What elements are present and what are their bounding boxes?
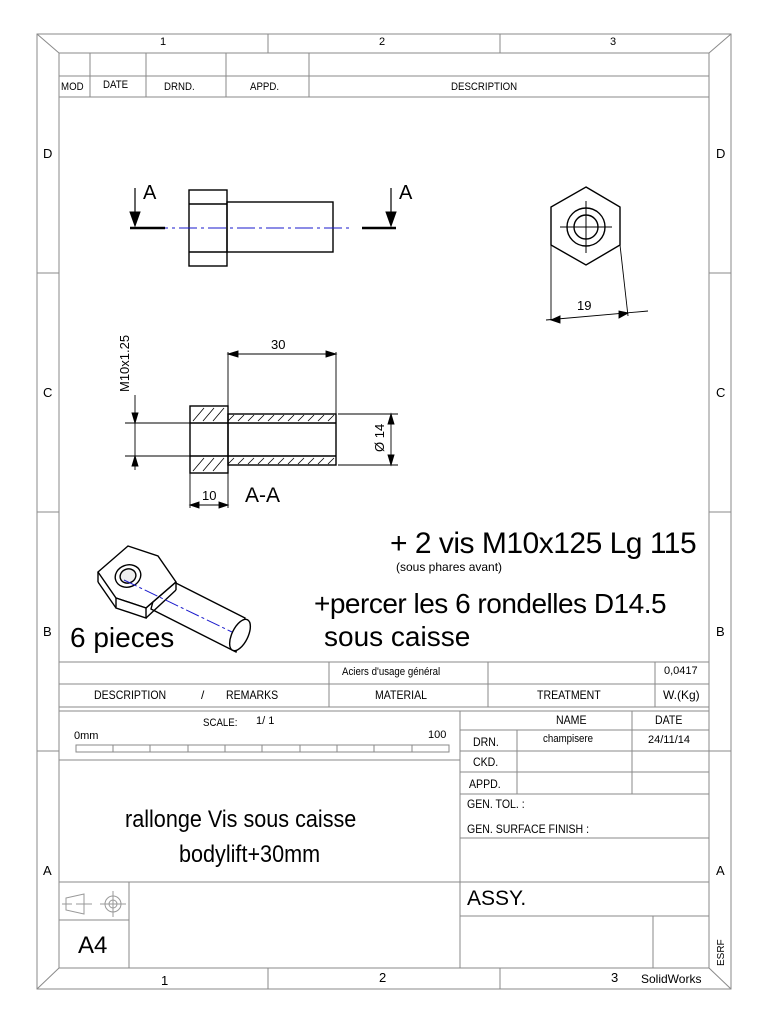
- sheet-size: A4: [78, 932, 108, 959]
- gen-tol: GEN. TOL. :: [467, 797, 525, 811]
- dim-thread: M10x1.25: [117, 334, 132, 392]
- rev-header-appd: APPD.: [250, 81, 280, 93]
- weight-value: 0,0417: [664, 665, 698, 677]
- zone-col-3-top: 3: [610, 36, 617, 48]
- zone-row-c-left: C: [43, 385, 53, 400]
- description-label: DESCRIPTION: [94, 688, 167, 702]
- treatment-label: TREATMENT: [537, 688, 601, 702]
- zone-row-b-left: B: [43, 624, 52, 639]
- zone-row-b-right: B: [716, 624, 725, 639]
- zone-row-d-left: D: [43, 146, 53, 161]
- drn-date: 24/11/14: [648, 734, 691, 746]
- drn-name: champisere: [543, 733, 594, 745]
- hatching: [193, 408, 334, 471]
- zone-col-1-top: 1: [160, 36, 167, 48]
- material-label: MATERIAL: [375, 688, 428, 702]
- section-marker-right: A: [399, 182, 413, 204]
- note-line1-sub: (sous phares avant): [396, 560, 503, 574]
- dim-diameter: Ø 14: [372, 423, 387, 452]
- zone-row-a-left: A: [43, 863, 52, 878]
- scale-value: 1/ 1: [256, 715, 275, 727]
- title-line1: rallonge Vis sous caisse: [125, 806, 357, 833]
- appd-label: APPD.: [469, 777, 501, 791]
- note-line3: sous caisse: [324, 621, 471, 652]
- ckd-label: CKD.: [473, 755, 499, 769]
- zone-col-1-bottom: 1: [161, 973, 169, 988]
- material-value: Aciers d'usage général: [342, 666, 441, 678]
- zone-col-2-bottom: 2: [379, 970, 387, 985]
- title-line2: bodylift+30mm: [179, 841, 321, 868]
- note-line1: + 2 vis M10x125 Lg 115: [390, 527, 697, 560]
- zone-row-a-right: A: [716, 863, 725, 878]
- zone-col-2-top: 2: [379, 36, 386, 48]
- software-label: SolidWorks: [641, 972, 702, 986]
- gen-surface-finish: GEN. SURFACE FINISH :: [467, 822, 590, 836]
- description-slash: /: [201, 688, 205, 702]
- dim-across-flats: 19: [577, 298, 592, 313]
- scale-min: 0mm: [74, 730, 99, 742]
- scale-label: SCALE:: [203, 717, 238, 729]
- scale-max: 100: [428, 729, 447, 741]
- rev-header-description: DESCRIPTION: [451, 81, 518, 93]
- rev-header-drnd: DRND.: [164, 81, 195, 93]
- section-marker-left: A: [143, 182, 157, 204]
- remarks-label: REMARKS: [226, 688, 279, 702]
- weight-label: W.(Kg): [663, 688, 700, 702]
- quantity-note: 6 pieces: [70, 622, 175, 653]
- rev-header-date: DATE: [103, 79, 129, 91]
- section-label: A-A: [245, 484, 281, 507]
- section-arrow-right: [362, 188, 396, 228]
- dim-length: 30: [271, 337, 286, 352]
- zone-row-c-right: C: [716, 385, 726, 400]
- date-header: DATE: [655, 713, 683, 727]
- note-line2: +percer les 6 rondelles D14.5: [314, 588, 667, 619]
- zone-col-3-bottom: 3: [611, 970, 619, 985]
- rev-header-mod: MOD: [61, 81, 84, 93]
- name-header: NAME: [556, 713, 587, 727]
- zone-row-d-right: D: [716, 146, 726, 161]
- drn-label: DRN.: [473, 735, 499, 749]
- hex-view: [551, 187, 620, 265]
- dim-head: 10: [202, 488, 217, 503]
- assy-label: ASSY.: [467, 887, 527, 910]
- esrf-mark: ESRF: [716, 939, 727, 966]
